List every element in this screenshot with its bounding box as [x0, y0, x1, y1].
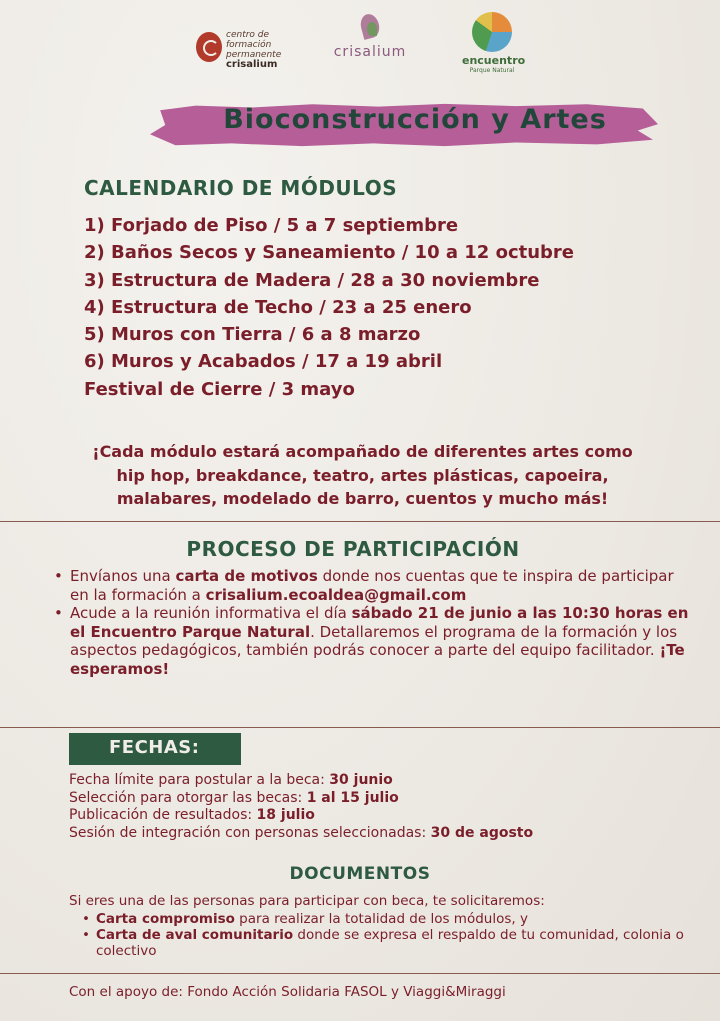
fecha-value: 30 junio: [329, 772, 393, 788]
module-item: 6) Muros y Acabados / 17 a 19 abril: [84, 351, 443, 373]
text: Acude a la reunión informativa el día: [70, 604, 352, 623]
fechas-list: [69, 772, 689, 842]
participation-item: [54, 604, 694, 678]
module-item: 2) Baños Secos y Saneamiento / 10 a 12 octubre: [84, 242, 575, 264]
arts-description: [70, 440, 655, 511]
logo-text-line: permanente: [226, 50, 282, 60]
participation-list: [54, 567, 694, 679]
section-divider: [0, 973, 720, 974]
bold-text: sábado 21 de junio a las 10:30 horas en el Encuentro Parque Natural: [70, 604, 689, 641]
centro-formacion-logo: [196, 30, 286, 74]
encuentro-logo: [462, 12, 526, 80]
fecha-label: Fecha límite para postular a la beca:: [69, 772, 330, 788]
documento-item: [82, 927, 694, 959]
logo-bar: [0, 12, 720, 82]
encuentro-circle-icon: [472, 12, 512, 52]
fecha-label: Selección para otorgar las becas:: [69, 789, 307, 806]
fecha-item: [69, 790, 689, 808]
module-item: 5) Muros con Tierra / 6 a 8 marzo: [84, 324, 421, 346]
logo-text-line: centro de: [226, 30, 270, 40]
text: . Detallaremos el programa de la formación y los aspectos pedagógicos, también podrás conocer a parte del equipo facilitador.: [70, 622, 678, 660]
text: donde nos cuentas que te inspira de participar en la formación a: [70, 567, 674, 604]
encuentro-logo-sub: Parque Natural: [469, 67, 515, 74]
logo-text-line: formación: [226, 40, 272, 50]
documento-item: [82, 911, 694, 927]
documentos-heading: DOCUMENTOS: [289, 864, 431, 884]
section-divider: [0, 521, 720, 522]
title-banner: [150, 98, 660, 154]
arts-line: malabares, modelado de barro, cuentos y mucho más!: [116, 489, 609, 508]
documentos-list: [82, 911, 694, 959]
module-item: 1) Forjado de Piso / 5 a 7 septiembre: [84, 215, 459, 236]
section-divider: [0, 727, 720, 728]
calendar-heading: CALENDARIO DE MÓDULOS: [84, 176, 398, 200]
encuentro-logo-name: encuentro: [462, 54, 526, 67]
documentos-intro: Si eres una de las personas para participar con beca, te solicitaremos:: [69, 893, 545, 909]
fecha-value: 1 al 15 julio: [306, 789, 399, 806]
module-item: 3) Estructura de Madera / 28 a 30 noviembre: [84, 269, 540, 291]
bold-text: carta de motivos: [175, 567, 318, 585]
email-address: crisalium.ecoaldea@gmail.com: [205, 585, 467, 604]
fecha-item: [69, 825, 689, 843]
crisalium-logo-text: crisalium: [333, 44, 407, 60]
module-item: Festival de Cierre / 3 mayo: [84, 378, 355, 400]
documento-description: para realizar la totalidad de los módulos, y: [234, 911, 528, 927]
centro-formacion-logo-text: [226, 30, 281, 70]
fecha-item: [69, 772, 689, 790]
documento-name: Carta de aval comunitario: [96, 927, 294, 943]
fecha-label: Sesión de integración con personas seleccionadas:: [69, 824, 431, 841]
crisalium-logo: [328, 14, 412, 76]
spiral-icon: [196, 32, 222, 62]
documento-name: Carta compromiso: [96, 911, 235, 927]
module-list: [84, 212, 604, 403]
fecha-value: 30 de agosto: [430, 824, 534, 841]
banner-title: Bioconstrucción y Artes: [223, 104, 607, 135]
bold-text: ¡Te esperamos!: [70, 641, 685, 678]
participation-heading: PROCESO DE PARTICIPACIÓN: [186, 537, 520, 561]
logo-text-line: crisalium: [226, 59, 278, 70]
footer-support: Con el apoyo de: Fondo Acción Solidaria FASOL y Viaggi&Miraggi: [69, 984, 506, 1000]
fecha-label: Publicación de resultados:: [69, 807, 257, 823]
fechas-heading-box: [69, 733, 241, 765]
module-item: 4) Estructura de Techo / 23 a 25 enero: [84, 296, 472, 318]
text: Envíanos una: [70, 567, 176, 585]
documento-description: donde se expresa el respaldo de tu comunidad, colonia o colectivo: [96, 927, 684, 959]
fechas-heading: FECHAS:: [109, 737, 200, 758]
leaf-icon: [359, 14, 381, 40]
arts-line: hip hop, breakdance, teatro, artes plásticas, capoeira,: [116, 465, 609, 485]
fecha-value: 18 julio: [256, 807, 315, 823]
participation-item: [54, 567, 694, 604]
fecha-item: [69, 807, 689, 825]
arts-line: ¡Cada módulo estará acompañado de diferentes artes como: [92, 442, 633, 461]
